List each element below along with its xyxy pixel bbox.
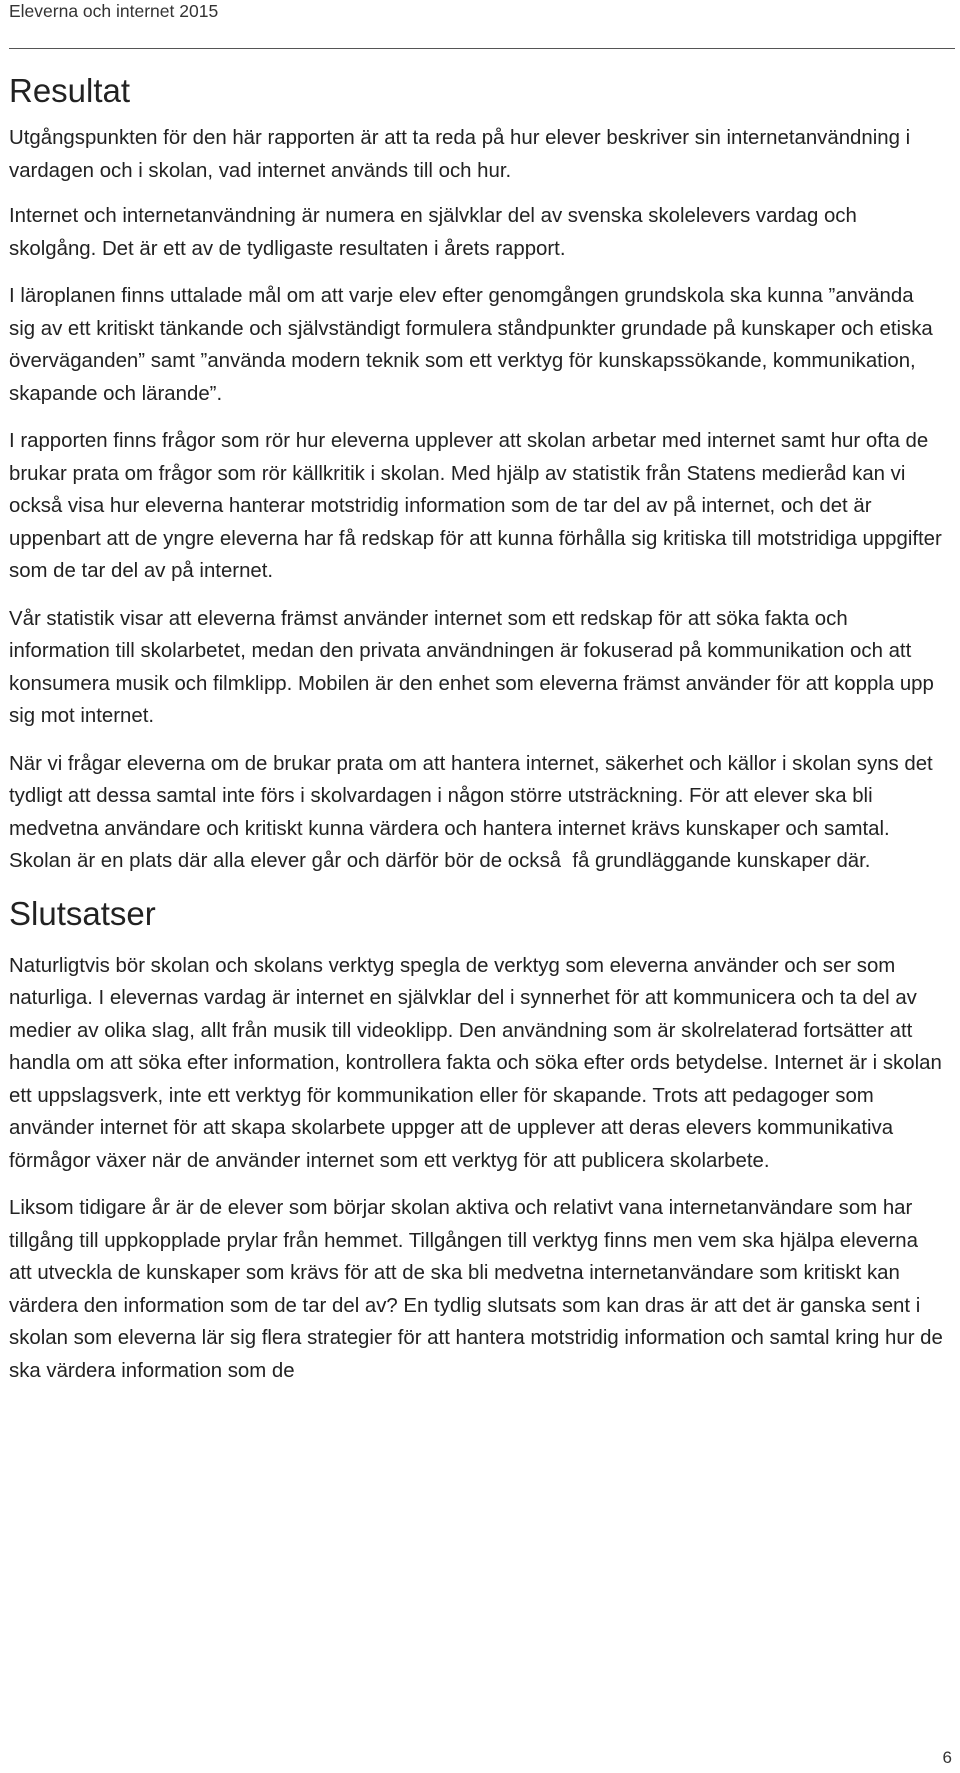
results-heading: Resultat [9, 72, 131, 109]
results-paragraph-6: När vi frågar eleverna om de brukar prata om att hantera internet, säkerhet och källor i skolan syns det tydligt att dessa samtal inte förs i skolvardagen i någon större utsträckning. För att elever ska bli medvetna användare och kritiskt kunna värdera och hantera internet krävs kunskaper och samtal. Skolan är en plats där alla elever går och därför bör de också få grundläggande kunskaper där. [9, 752, 939, 872]
running-header-title: Eleverna och internet 2015 [9, 1, 219, 21]
results-paragraph-5: Vår statistik visar att eleverna främst använder internet som ett redskap för att söka fakta och information till skolarbetet, medan den privata användningen är fokuserad på kommunikation och att konsumera musik och filmklipp. Mobilen är den enhet som eleverna främst använder för att koppla upp sig mot internet. [9, 607, 940, 727]
page-body [9, 70, 949, 1402]
conclusions-paragraph-2: Liksom tidigare år är de elever som börjar skolan aktiva och relativt vana internetanvändare som har tillgång till uppkopplade prylar från hemmet. Tillgången till verktyg finns men vem ska hjälpa eleverna att utveckla de kunskaper som krävs för att de ska bli medvetna internetanvändare som kritiskt kan värdera den information som de tar del av? En tydlig slutsats som kan dras är att det är ganska sent i skolan som eleverna lär sig flera strategier för att hantera motstridig information och samtal kring hur de ska värdera information som de [9, 1197, 949, 1382]
conclusions-heading: Slutsatser [9, 894, 156, 932]
results-paragraph-2: Internet och internetanvändning är numera en självklar del av svenska skolelevers vardag och skolgång. Det är ett av de tydligaste resultaten i årets rapport. [9, 205, 863, 260]
results-paragraph-4: I rapporten finns frågor som rör hur eleverna upplever att skolan arbetar med internet samt hur ofta de brukar prata om frågor som rör källkritik i skolan. Med hjälp av statistik från Statens medieråd kan vi också visa hur eleverna hanterar motstridig information som de tar del av på internet, och det är uppenbart att de yngre eleverna har få redskap för att kunna förhålla sig kritiska till motstridiga uppgifter som de tar del av på internet. [9, 430, 948, 582]
header-divider [9, 48, 955, 49]
page-number: 6 [942, 1748, 952, 1767]
results-paragraph-3: I läroplanen finns uttalade mål om att varje elev efter genomgången grundskola ska kunna ”använda sig av ett kritiskt tänkande och självständigt formulera ståndpunkter grundade på kunskaper och etiska överväganden” samt ”använda modern teknik som ett verktyg för kunskapssökande, kommunikation, skapande och lärande”. [9, 285, 939, 405]
results-paragraph-1: Utgångspunkten för den här rapporten är att ta reda på hur elever beskriver sin internetanvändning i vardagen och i skolan, vad internet används till och hur. [9, 127, 916, 182]
conclusions-paragraph-1: Naturligtvis bör skolan och skolans verktyg spegla de verktyg som eleverna använder och ser som naturliga. I elevernas vardag är internet en självklar del i synnerhet för att kommunicera och ta del av medier av olika slag, allt från musik till videoklipp. Den användning som är skolrelaterad fortsätter att handla om att söka efter information, kontrollera fakta och söka efter ords betydelse. Internet är i skolan ett uppslagsverk, inte ett verktyg för kommunikation eller för skapande. Trots att pedagoger som använder internet för att skapa skolarbete uppger att de upplever att deras elevers kommunikativa förmågor växer när de använder internet som ett verktyg för att publicera skolarbete. [9, 954, 948, 1172]
